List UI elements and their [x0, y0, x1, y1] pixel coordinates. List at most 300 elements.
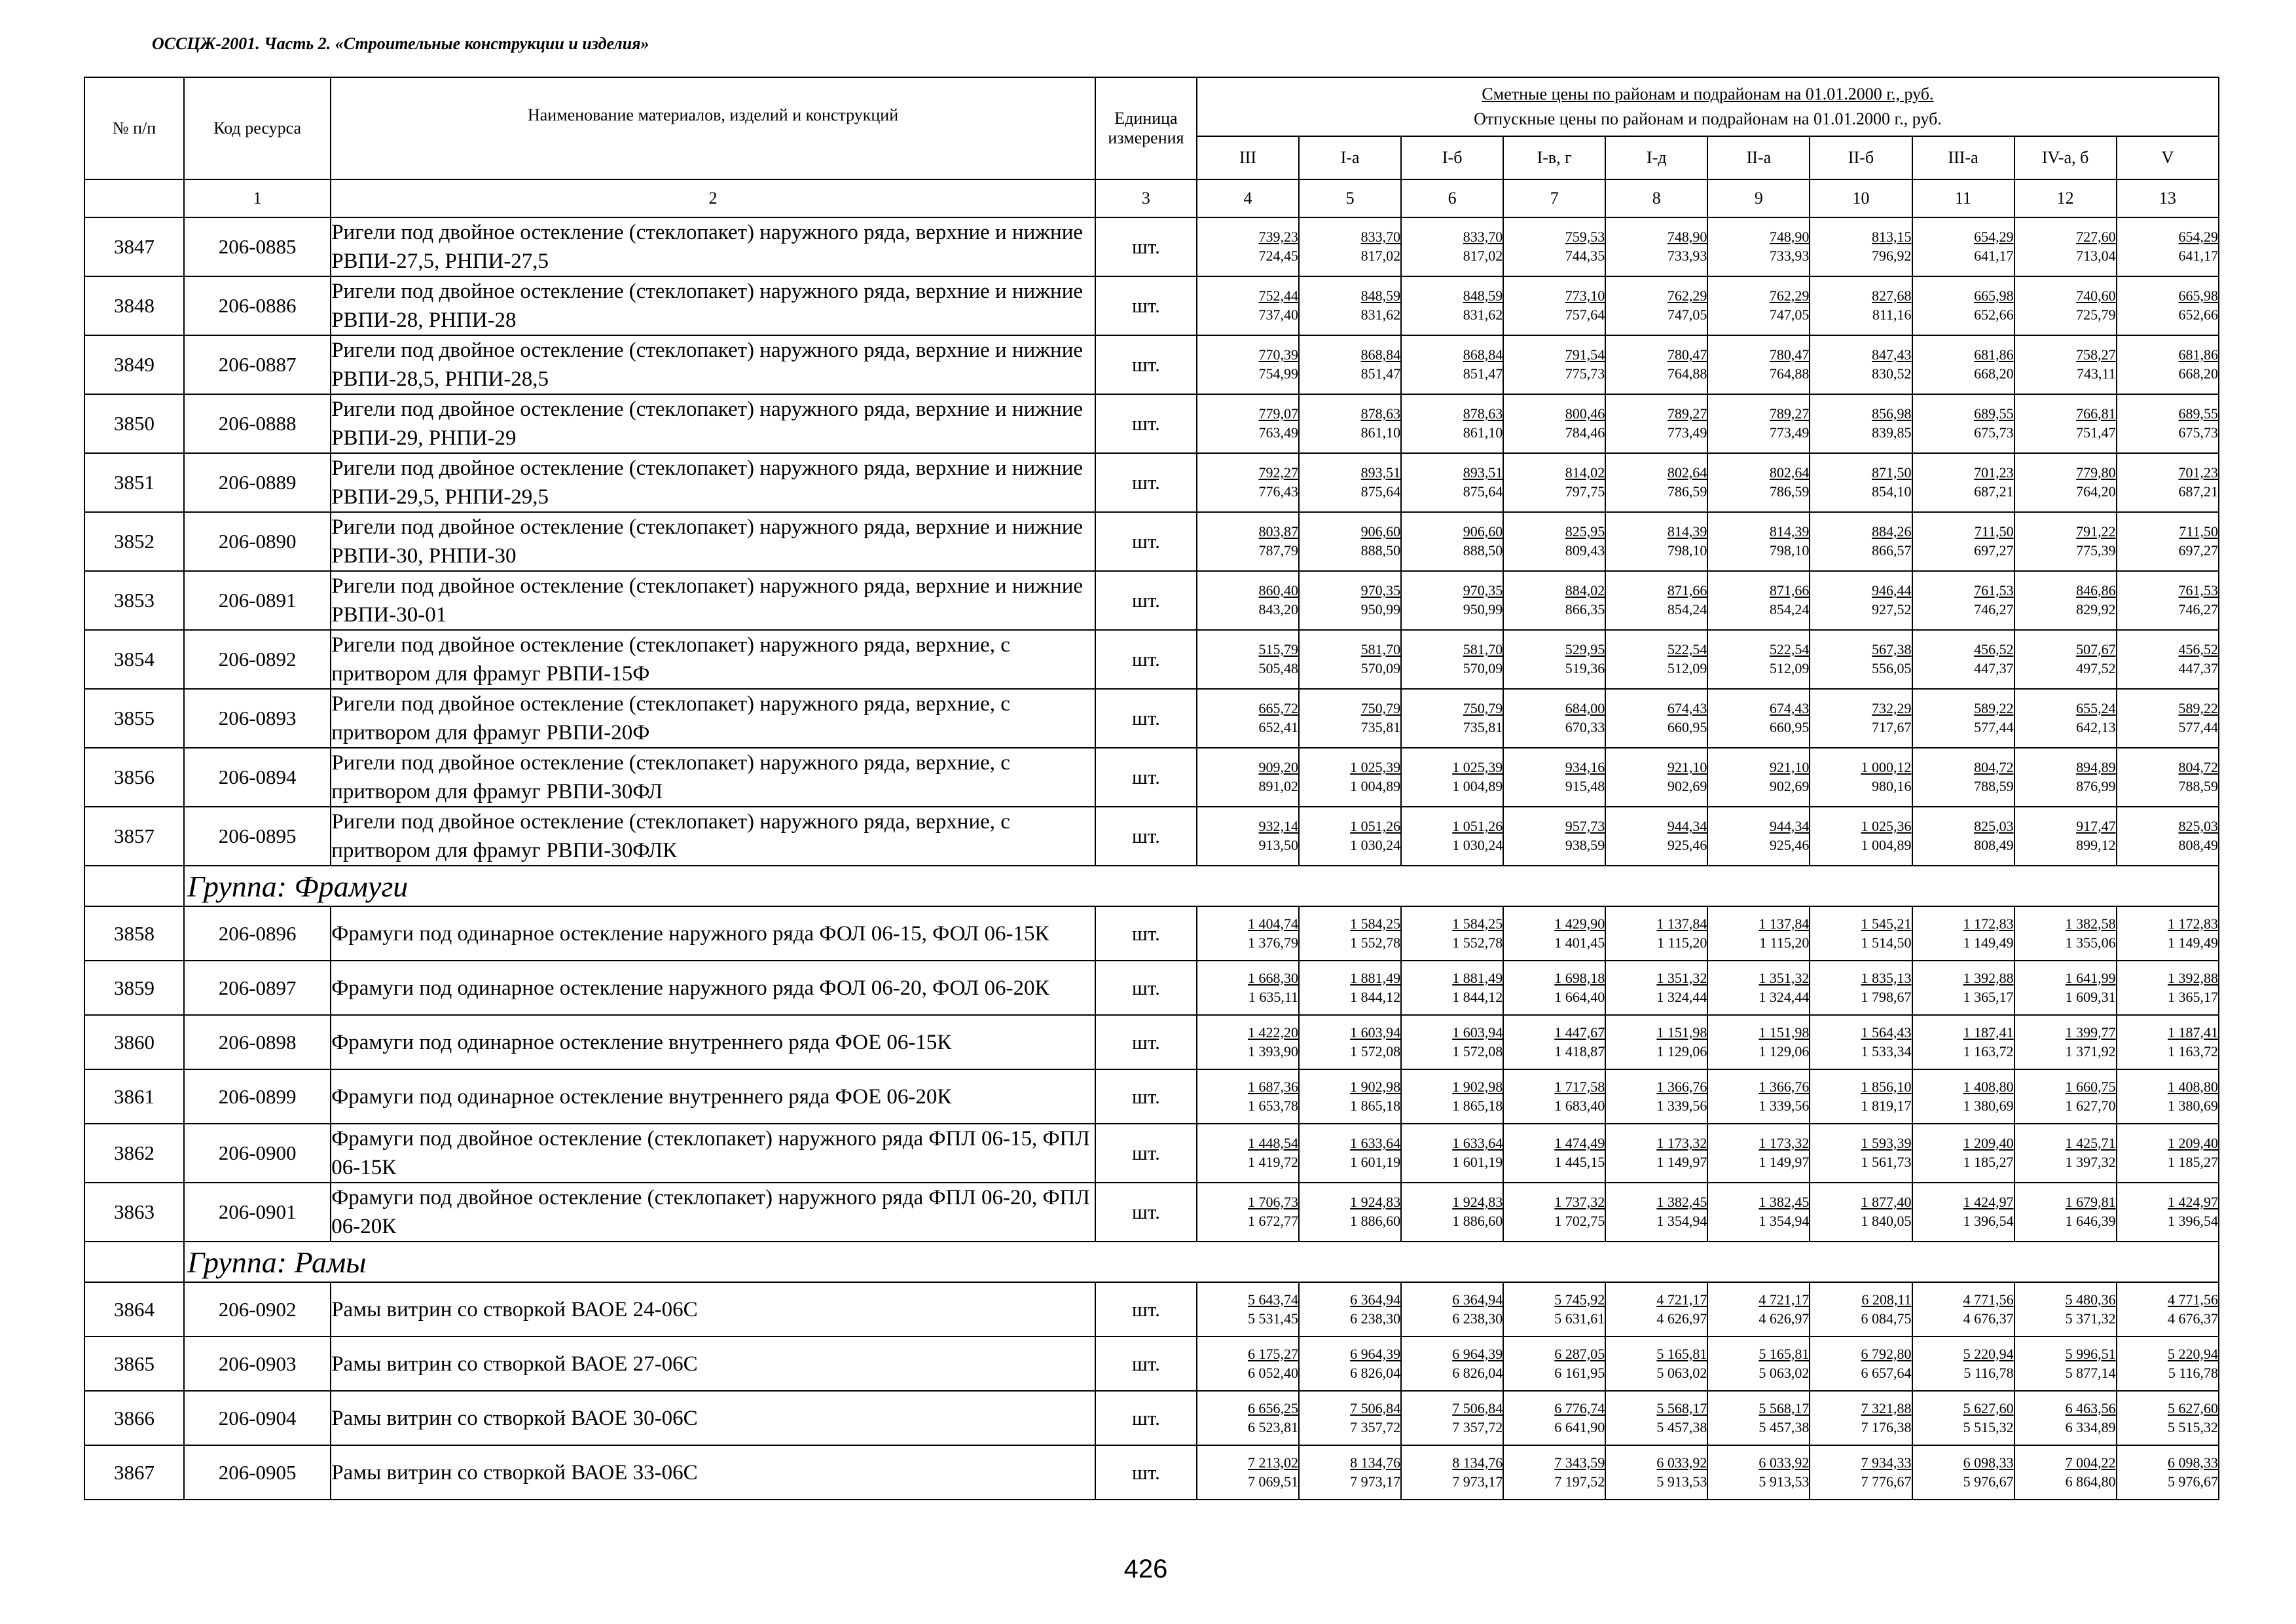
price-cell [1503, 1391, 1605, 1445]
release-price: 950,99 [1463, 601, 1503, 618]
release-price: 938,59 [1565, 837, 1605, 853]
price-cell [1197, 1282, 1299, 1337]
release-price: 642,13 [2076, 719, 2116, 735]
release-price: 888,50 [1463, 542, 1503, 559]
resource-code: 206-0900 [184, 1124, 331, 1183]
unit-of-measure: шт. [1095, 394, 1197, 453]
price-cell [1299, 276, 1401, 335]
region-header: I-в, г [1503, 136, 1605, 179]
release-price: 899,12 [2076, 837, 2116, 853]
price-cell [1912, 1391, 2014, 1445]
estimate-price: 6 287,05 [1554, 1345, 1605, 1362]
price-cell [1197, 1124, 1299, 1183]
release-price: 1 561,73 [1861, 1154, 1912, 1170]
estimate-price: 507,67 [2076, 641, 2116, 657]
release-price: 1 418,87 [1554, 1043, 1605, 1060]
price-cell [1299, 1445, 1401, 1500]
estimate-price: 7 506,84 [1350, 1399, 1401, 1416]
price-cell [2117, 748, 2219, 807]
price-cell [1707, 1282, 1810, 1337]
release-price: 1 445,15 [1554, 1154, 1605, 1170]
release-price: 5 063,02 [1656, 1364, 1707, 1381]
price-cell [1197, 394, 1299, 453]
release-price: 6 238,30 [1350, 1310, 1401, 1327]
price-cell [1197, 512, 1299, 571]
price-cell [1810, 961, 1912, 1015]
price-cell [1707, 1124, 1810, 1183]
release-price: 1 149,97 [1758, 1154, 1810, 1170]
release-price: 6 052,40 [1248, 1364, 1299, 1381]
release-price: 763,49 [1258, 424, 1299, 441]
release-price: 747,05 [1667, 306, 1707, 323]
estimate-price: 779,80 [2076, 464, 2116, 481]
resource-code: 206-0905 [184, 1445, 331, 1500]
item-name: Рамы витрин со створкой ВАОЕ 24-06С [331, 1282, 1095, 1337]
estimate-price: 802,64 [1769, 464, 1810, 481]
estimate-price: 581,70 [1463, 641, 1503, 657]
group-row [84, 1242, 2219, 1282]
estimate-price: 917,47 [2076, 818, 2116, 834]
release-price: 1 365,17 [2168, 988, 2218, 1005]
col-number: 4 [1197, 179, 1299, 217]
release-price: 925,46 [1769, 837, 1810, 853]
price-cell [1197, 335, 1299, 394]
table-row [84, 1015, 2219, 1069]
price-cell [1401, 1391, 1503, 1445]
row-number: 3861 [84, 1069, 184, 1124]
price-cell [1197, 748, 1299, 807]
release-price: 902,69 [1769, 778, 1810, 794]
unit-of-measure: шт. [1095, 748, 1197, 807]
estimate-price: 5 996,51 [2065, 1345, 2116, 1362]
table-row [84, 961, 2219, 1015]
release-price: 1 865,18 [1350, 1097, 1401, 1114]
estimate-price: 1 902,98 [1350, 1078, 1401, 1095]
estimate-price: 5 480,36 [2065, 1291, 2116, 1308]
price-cell [1707, 689, 1810, 748]
estimate-price: 825,95 [1565, 523, 1605, 540]
price-cell [1605, 1391, 1707, 1445]
price-cell [1810, 1445, 1912, 1500]
release-price: 854,10 [1872, 483, 1912, 500]
release-price: 1 354,94 [1758, 1213, 1810, 1229]
price-cell [1810, 1337, 1912, 1391]
col-number: 7 [1503, 179, 1605, 217]
release-price: 1 572,08 [1350, 1043, 1401, 1060]
estimate-price: 804,72 [1974, 759, 2014, 775]
row-number: 3859 [84, 961, 184, 1015]
price-cell [1810, 217, 1912, 276]
estimate-price: 1 000,12 [1861, 759, 1912, 775]
unit-of-measure: шт. [1095, 571, 1197, 630]
resource-code: 206-0888 [184, 394, 331, 453]
estimate-price: 1 051,26 [1452, 818, 1503, 834]
release-price: 5 116,78 [1963, 1364, 2014, 1381]
price-cell [2014, 217, 2117, 276]
estimate-price: 894,89 [2076, 759, 2116, 775]
release-price: 5 976,67 [2168, 1473, 2218, 1490]
item-name: Рамы витрин со створкой ВАОЕ 33-06С [331, 1445, 1095, 1500]
estimate-price: 1 448,54 [1248, 1135, 1299, 1151]
estimate-price: 766,81 [2076, 405, 2116, 422]
estimate-price: 1 698,18 [1554, 969, 1605, 986]
price-cell [2014, 748, 2117, 807]
release-price: 888,50 [1360, 542, 1401, 559]
estimate-price: 1 051,26 [1350, 818, 1401, 834]
estimate-price: 1 366,76 [1758, 1078, 1810, 1095]
release-price: 1 609,31 [2065, 988, 2116, 1005]
resource-code: 206-0904 [184, 1391, 331, 1445]
price-cell [2117, 630, 2219, 689]
release-price: 733,93 [1769, 248, 1810, 264]
region-header: I-д [1605, 136, 1707, 179]
release-price: 1 552,78 [1452, 934, 1503, 951]
release-price: 675,73 [1974, 424, 2014, 441]
release-price: 1 365,17 [1963, 988, 2014, 1005]
release-price: 556,05 [1872, 660, 1912, 676]
release-price: 808,49 [2178, 837, 2218, 853]
release-price: 577,44 [2178, 719, 2218, 735]
price-cell [1401, 1337, 1503, 1391]
release-price: 1 149,49 [2168, 934, 2218, 951]
region-header: III [1197, 136, 1299, 179]
release-price: 829,92 [2076, 601, 2116, 618]
estimate-price: 946,44 [1872, 582, 1912, 599]
price-cell [2014, 961, 2117, 1015]
price-cell [2117, 1337, 2219, 1391]
price-cell [2014, 689, 2117, 748]
price-cell [1810, 453, 1912, 512]
price-cell [1707, 1391, 1810, 1445]
estimate-price: 884,02 [1565, 582, 1605, 599]
row-number: 3862 [84, 1124, 184, 1183]
estimate-price: 6 776,74 [1554, 1399, 1605, 1416]
estimate-price: 655,24 [2076, 700, 2116, 716]
table-row [84, 1445, 2219, 1500]
release-price: 757,64 [1565, 306, 1605, 323]
unit-of-measure: шт. [1095, 1445, 1197, 1500]
prices-caption-release: Отпускные цены по районам и подрайонам на 01.01.2000 г., руб. [1474, 109, 1942, 128]
estimate-price: 1 424,97 [1963, 1194, 2014, 1210]
price-cell [1197, 689, 1299, 748]
price-cell [1810, 689, 1912, 748]
estimate-price: 773,10 [1565, 287, 1605, 304]
release-price: 811,16 [1872, 306, 1912, 323]
release-price: 866,57 [1872, 542, 1912, 559]
price-cell [1299, 1124, 1401, 1183]
price-cell [1912, 394, 2014, 453]
unit-of-measure: шт. [1095, 335, 1197, 394]
price-cell [1912, 1337, 2014, 1391]
estimate-price: 802,64 [1667, 464, 1707, 481]
estimate-price: 1 392,88 [2168, 969, 2218, 986]
release-price: 1 844,12 [1452, 988, 1503, 1005]
price-cell [1707, 1337, 1810, 1391]
table-row [84, 276, 2219, 335]
price-cell [1605, 276, 1707, 335]
estimate-price: 762,29 [1769, 287, 1810, 304]
release-price: 809,43 [1565, 542, 1605, 559]
col-header-name: Наименование материалов, изделий и конструкций [331, 77, 1095, 179]
group-title: Группа: Фрамуги [184, 866, 2219, 906]
estimate-price: 814,02 [1565, 464, 1605, 481]
estimate-price: 654,29 [1974, 229, 2014, 245]
price-cell [1503, 961, 1605, 1015]
item-name: Фрамуги под одинарное остекление внутреннего ряда ФОЕ 06-20К [331, 1069, 1095, 1124]
table-row [84, 1391, 2219, 1445]
price-cell [1810, 512, 1912, 571]
release-price: 876,99 [2076, 778, 2116, 794]
estimate-price: 1 429,90 [1554, 915, 1605, 932]
price-cell [1810, 276, 1912, 335]
unit-of-measure: шт. [1095, 276, 1197, 335]
estimate-price: 762,29 [1667, 287, 1707, 304]
price-cell [1503, 571, 1605, 630]
release-price: 1 865,18 [1452, 1097, 1503, 1114]
table-row [84, 512, 2219, 571]
price-cell [1503, 1183, 1605, 1242]
table-row [84, 807, 2219, 866]
price-cell [1503, 807, 1605, 866]
estimate-price: 674,43 [1667, 700, 1707, 716]
item-name: Ригели под двойное остекление (стеклопакет) наружного ряда, верхние, с притвором для фрамуг РВПИ-30ФЛК [331, 807, 1095, 866]
release-price: 687,21 [2178, 483, 2218, 500]
release-price: 1 601,19 [1350, 1154, 1401, 1170]
unit-of-measure: шт. [1095, 1183, 1197, 1242]
price-cell [1605, 1069, 1707, 1124]
release-price: 1 004,89 [1452, 778, 1503, 794]
estimate-price: 1 137,84 [1758, 915, 1810, 932]
price-cell [2014, 512, 2117, 571]
estimate-price: 893,51 [1463, 464, 1503, 481]
estimate-price: 589,22 [1974, 700, 2014, 716]
release-price: 1 380,69 [1963, 1097, 2014, 1114]
release-price: 1 635,11 [1248, 988, 1299, 1005]
price-cell [2014, 453, 2117, 512]
price-cell [1810, 807, 1912, 866]
item-name: Ригели под двойное остекление (стеклопакет) наружного ряда, верхние, с притвором для фрамуг РВПИ-20Ф [331, 689, 1095, 748]
row-number: 3848 [84, 276, 184, 335]
release-price: 1 840,05 [1861, 1213, 1912, 1229]
price-cell [1912, 689, 2014, 748]
release-price: 6 084,75 [1861, 1310, 1912, 1327]
release-price: 1 683,40 [1554, 1097, 1605, 1114]
release-price: 854,24 [1667, 601, 1707, 618]
estimate-price: 970,35 [1360, 582, 1401, 599]
region-header: II-б [1810, 136, 1912, 179]
estimate-price: 779,07 [1258, 405, 1299, 422]
release-price: 7 197,52 [1554, 1473, 1605, 1490]
estimate-price: 1 408,80 [1963, 1078, 2014, 1095]
estimate-price: 739,23 [1258, 229, 1299, 245]
release-price: 4 626,97 [1656, 1310, 1707, 1327]
estimate-price: 1 209,40 [1963, 1135, 2014, 1151]
estimate-price: 681,86 [1974, 346, 2014, 363]
estimate-price: 665,98 [2178, 287, 2218, 304]
release-price: 6 523,81 [1248, 1418, 1299, 1435]
estimate-price: 800,46 [1565, 405, 1605, 422]
table-row [84, 748, 2219, 807]
release-price: 5 515,32 [2168, 1418, 2218, 1435]
price-table [84, 77, 2219, 1500]
price-cell [1912, 335, 2014, 394]
release-price: 1 886,60 [1350, 1213, 1401, 1229]
estimate-price: 791,22 [2076, 523, 2116, 540]
estimate-price: 970,35 [1463, 582, 1503, 599]
col-number: 3 [1095, 179, 1197, 217]
estimate-price: 6 175,27 [1248, 1345, 1299, 1362]
resource-code: 206-0887 [184, 335, 331, 394]
region-header: II-а [1707, 136, 1810, 179]
row-number: 3863 [84, 1183, 184, 1242]
release-price: 447,37 [1974, 660, 2014, 676]
resource-code: 206-0903 [184, 1337, 331, 1391]
release-price: 751,47 [2076, 424, 2116, 441]
price-cell [1401, 512, 1503, 571]
table-row [84, 453, 2219, 512]
release-price: 861,10 [1360, 424, 1401, 441]
release-price: 7 973,17 [1452, 1473, 1503, 1490]
resource-code: 206-0885 [184, 217, 331, 276]
release-price: 1 672,77 [1248, 1213, 1299, 1229]
release-price: 713,04 [2076, 248, 2116, 264]
release-price: 1 401,45 [1554, 934, 1605, 951]
release-price: 717,67 [1872, 719, 1912, 735]
group-spacer [84, 1242, 184, 1282]
estimate-price: 750,79 [1463, 700, 1503, 716]
price-cell [2117, 512, 2219, 571]
estimate-price: 1 593,39 [1861, 1135, 1912, 1151]
price-cell [1810, 1282, 1912, 1337]
estimate-price: 780,47 [1667, 346, 1707, 363]
unit-of-measure: шт. [1095, 1015, 1197, 1069]
estimate-price: 1 706,73 [1248, 1194, 1299, 1210]
resource-code: 206-0902 [184, 1282, 331, 1337]
release-price: 4 626,97 [1758, 1310, 1810, 1327]
price-cell [1503, 1282, 1605, 1337]
estimate-price: 1 351,32 [1656, 969, 1707, 986]
estimate-price: 740,60 [2076, 287, 2116, 304]
release-price: 817,02 [1360, 248, 1401, 264]
col-number: 13 [2117, 179, 2219, 217]
estimate-price: 833,70 [1360, 229, 1401, 245]
price-cell [1605, 1183, 1707, 1242]
estimate-price: 589,22 [2178, 700, 2218, 716]
estimate-price: 1 474,49 [1554, 1135, 1605, 1151]
estimate-price: 711,50 [1974, 523, 2014, 540]
price-cell [1912, 1124, 2014, 1183]
price-cell [2117, 1282, 2219, 1337]
estimate-price: 934,16 [1565, 759, 1605, 775]
price-cell [1707, 906, 1810, 961]
resource-code: 206-0894 [184, 748, 331, 807]
item-name: Ригели под двойное остекление (стеклопакет) наружного ряда, верхние и нижние РВПИ-28, РНПИ-28 [331, 276, 1095, 335]
estimate-price: 6 098,33 [2168, 1454, 2218, 1471]
release-price: 519,36 [1565, 660, 1605, 676]
row-number: 3854 [84, 630, 184, 689]
release-price: 697,27 [1974, 542, 2014, 559]
resource-code: 206-0895 [184, 807, 331, 866]
estimate-price: 1 025,39 [1350, 759, 1401, 775]
release-price: 1 339,56 [1656, 1097, 1707, 1114]
estimate-price: 1 173,32 [1758, 1135, 1810, 1151]
price-cell [2014, 1445, 2117, 1500]
release-price: 927,52 [1872, 601, 1912, 618]
price-cell [1299, 1015, 1401, 1069]
release-price: 1 030,24 [1452, 837, 1503, 853]
estimate-price: 1 382,45 [1656, 1194, 1707, 1210]
estimate-price: 4 771,56 [1963, 1291, 2014, 1308]
estimate-price: 515,79 [1258, 641, 1299, 657]
release-price: 875,64 [1463, 483, 1503, 500]
estimate-price: 7 343,59 [1554, 1454, 1605, 1471]
estimate-price: 1 025,36 [1861, 818, 1912, 834]
release-price: 866,35 [1565, 601, 1605, 618]
release-price: 1 664,40 [1554, 988, 1605, 1005]
release-price: 670,33 [1565, 719, 1605, 735]
price-cell [1810, 630, 1912, 689]
table-row [84, 217, 2219, 276]
release-price: 733,93 [1667, 248, 1707, 264]
estimate-price: 884,26 [1872, 523, 1912, 540]
estimate-price: 860,40 [1258, 582, 1299, 599]
price-cell [1197, 276, 1299, 335]
price-cell [2117, 689, 2219, 748]
estimate-price: 789,27 [1667, 405, 1707, 422]
release-price: 1 419,72 [1248, 1154, 1299, 1170]
estimate-price: 1 584,25 [1452, 915, 1503, 932]
unit-of-measure: шт. [1095, 906, 1197, 961]
price-cell [1299, 689, 1401, 748]
release-price: 6 657,64 [1861, 1364, 1912, 1381]
table-row [84, 1124, 2219, 1183]
estimate-price: 847,43 [1872, 346, 1912, 363]
release-price: 1 115,20 [1657, 934, 1707, 951]
table-row [84, 1183, 2219, 1242]
row-number: 3850 [84, 394, 184, 453]
release-price: 1 339,56 [1758, 1097, 1810, 1114]
price-cell [1197, 217, 1299, 276]
item-name: Ригели под двойное остекление (стеклопакет) наружного ряда, верхние, с притвором для фрамуг РВПИ-15Ф [331, 630, 1095, 689]
price-cell [2117, 335, 2219, 394]
price-cell [2117, 571, 2219, 630]
price-cell [1503, 217, 1605, 276]
price-cell [1912, 1282, 2014, 1337]
estimate-price: 871,66 [1667, 582, 1707, 599]
release-price: 747,05 [1769, 306, 1810, 323]
item-name: Рамы витрин со створкой ВАОЕ 27-06С [331, 1337, 1095, 1391]
release-price: 746,27 [1974, 601, 2014, 618]
row-number: 3852 [84, 512, 184, 571]
release-price: 787,79 [1258, 542, 1299, 559]
release-price: 1 552,78 [1350, 934, 1401, 951]
price-cell [1299, 807, 1401, 866]
release-price: 5 531,45 [1248, 1310, 1299, 1327]
price-cell [1605, 748, 1707, 807]
release-price: 1 163,72 [2168, 1043, 2218, 1060]
price-cell [2014, 1015, 2117, 1069]
estimate-price: 804,72 [2178, 759, 2218, 775]
unit-of-measure: шт. [1095, 1124, 1197, 1183]
estimate-price: 1 564,43 [1861, 1024, 1912, 1041]
release-price: 754,99 [1258, 365, 1299, 382]
price-cell [2014, 1337, 2117, 1391]
estimate-price: 665,72 [1258, 700, 1299, 716]
col-number: 8 [1605, 179, 1707, 217]
estimate-price: 1 881,49 [1350, 969, 1401, 986]
release-price: 6 864,80 [2065, 1473, 2116, 1490]
estimate-price: 759,53 [1565, 229, 1605, 245]
